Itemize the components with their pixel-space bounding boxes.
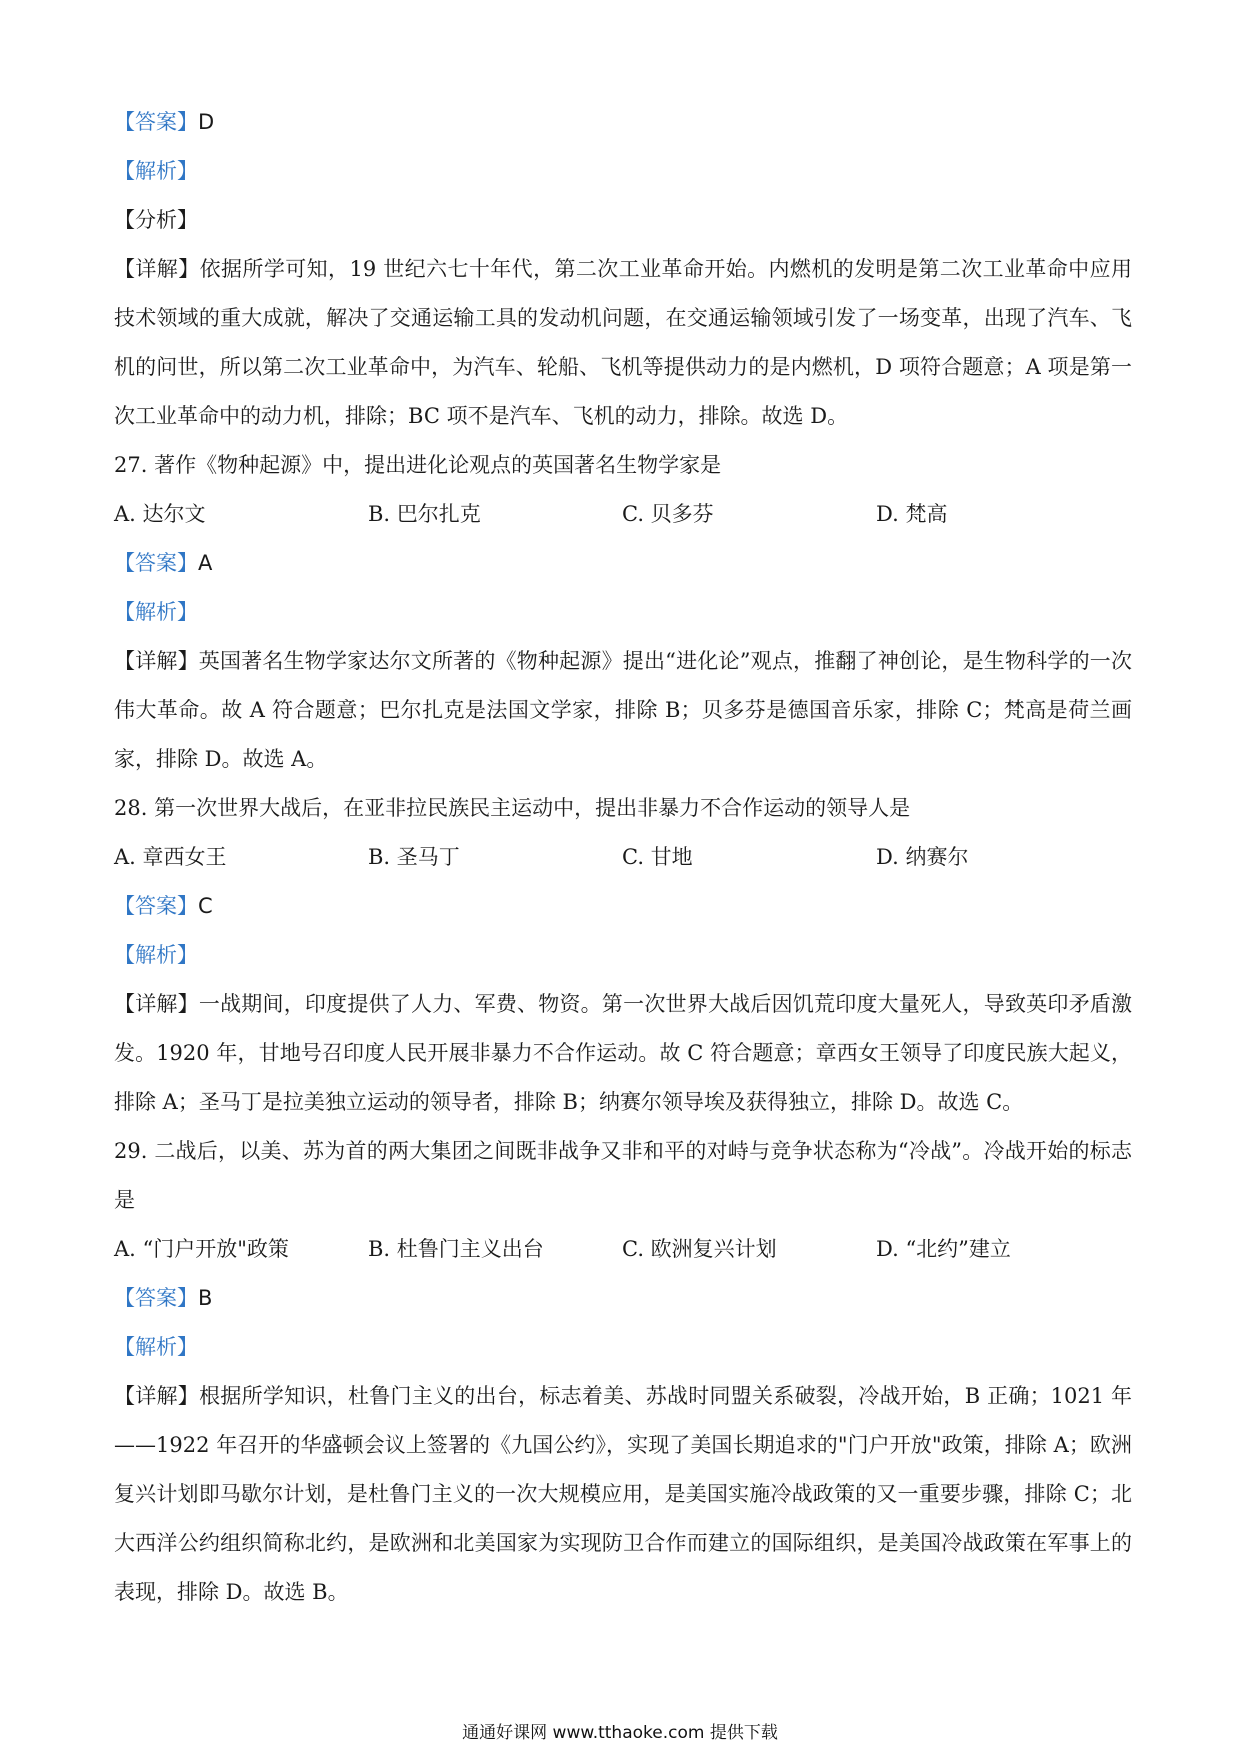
q26-fenxi <box>114 196 1132 245</box>
answer-value: C <box>198 894 213 918</box>
q27-question: 27. 著作《物种起源》中，提出进化论观点的英国著名生物学家是 <box>114 453 722 477</box>
answer-value: D <box>198 110 215 134</box>
page-footer: 通通好课网 www.tthaoke.com 提供下载 <box>462 1723 778 1743</box>
q27-detail <box>114 637 1132 784</box>
fenxi-tag: 【分析】 <box>114 208 198 232</box>
answer-tag: 【答案】 <box>114 110 198 134</box>
detail-tag: 【详解】 <box>114 992 199 1016</box>
detail-text: 依据所学可知，19 世纪六七十年代，第二次工业革命开始。内燃机的发明是第二次工业革命中应用技术领域的重大成就，解决了交通运输工具的发动机问题，在交通运输领域引发了一场变革，出现了汽车、飞机的问世，所以第二次工业革命中，为汽车、轮船、飞机等提供动力的是内燃机，D 项符合题意；A 项是第一次工业革命中的动力机，排除；BC 项不是汽车、飞机的动力，排除。故选 D。 <box>114 257 1132 428</box>
q28-answer <box>114 882 1132 931</box>
detail-text: 英国著名生物学家达尔文所著的《物种起源》提出“进化论”观点，推翻了神创论，是生物科学的一次伟大革命。故 A 符合题意；巴尔扎克是法国文学家，排除 B；贝多芬是德国音乐家，排除 C；梵高是荷兰画家，排除 D。故选 A。 <box>114 649 1133 771</box>
q29-detail <box>114 1372 1132 1617</box>
q28-analysis <box>114 931 1132 980</box>
option-b: B. 圣马丁 <box>368 845 460 869</box>
q29-options <box>114 1225 1132 1274</box>
q27-analysis <box>114 588 1132 637</box>
answer-tag: 【答案】 <box>114 894 198 918</box>
answer-tag: 【答案】 <box>114 551 198 575</box>
detail-tag: 【详解】 <box>114 1384 200 1408</box>
analysis-tag: 【解析】 <box>114 1335 198 1359</box>
option-a: A. 章西女王 <box>114 845 227 869</box>
q29-question: 29. 二战后，以美、苏为首的两大集团之间既非战争又非和平的对峙与竞争状态称为“冷战”。冷战开始的标志是 <box>114 1139 1132 1212</box>
q28-question: 28. 第一次世界大战后，在亚非拉民族民主运动中，提出非暴力不合作运动的领导人是 <box>114 796 911 820</box>
option-c: C. 贝多芬 <box>622 502 714 526</box>
option-c: C. 欧洲复兴计划 <box>622 1237 777 1261</box>
detail-text: 根据所学知识，杜鲁门主义的出台，标志着美、苏战时同盟关系破裂，冷战开始，B 正确；1021 年——1922 年召开的华盛顿会议上签署的《九国公约》，实现了美国长期追求的"门户开放"政策，排除 A；欧洲复兴计划即马歇尔计划，是杜鲁门主义的一次大规模应用，是美国实施冷战政策的又一重要步骤，排除 C；北大西洋公约组织简称北约，是欧洲和北美国家为实现防卫合作而建立的国际组织，是美国冷战政策在军事上的表现，排除 D。故选 B。 <box>114 1384 1132 1604</box>
q26-analysis <box>114 147 1132 196</box>
option-b: B. 杜鲁门主义出台 <box>368 1237 544 1261</box>
answer-tag: 【答案】 <box>114 1286 198 1310</box>
option-c: C. 甘地 <box>622 845 693 869</box>
detail-tag: 【详解】 <box>114 257 200 281</box>
analysis-tag: 【解析】 <box>114 600 198 624</box>
q29-answer <box>114 1274 1132 1323</box>
option-d: D. 梵高 <box>876 502 948 526</box>
analysis-tag: 【解析】 <box>114 159 198 183</box>
option-d: D. 纳赛尔 <box>876 845 969 869</box>
q29-analysis <box>114 1323 1132 1372</box>
q27-answer <box>114 539 1132 588</box>
option-d: D. “北约”建立 <box>876 1237 1011 1261</box>
analysis-tag: 【解析】 <box>114 943 198 967</box>
answer-value: A <box>198 551 213 575</box>
document-page <box>114 98 1132 1617</box>
option-a: A. 达尔文 <box>114 502 206 526</box>
q26-answer <box>114 98 1132 147</box>
detail-text: 一战期间，印度提供了人力、军费、物资。第一次世界大战后因饥荒印度大量死人，导致英印矛盾激发。1920 年，甘地号召印度人民开展非暴力不合作运动。故 C 符合题意；章西女王领导了印度民族大起义，排除 A；圣马丁是拉美独立运动的领导者，排除 B；纳赛尔领导埃及获得独立，排除 D。故选 C。 <box>114 992 1133 1114</box>
option-b: B. 巴尔扎克 <box>368 502 481 526</box>
option-a: A. “门户开放"政策 <box>114 1237 289 1261</box>
answer-value: B <box>198 1286 213 1310</box>
q26-detail <box>114 245 1132 441</box>
q27-options <box>114 490 1132 539</box>
detail-tag: 【详解】 <box>114 649 199 673</box>
q28-detail <box>114 980 1132 1127</box>
q28-options <box>114 833 1132 882</box>
